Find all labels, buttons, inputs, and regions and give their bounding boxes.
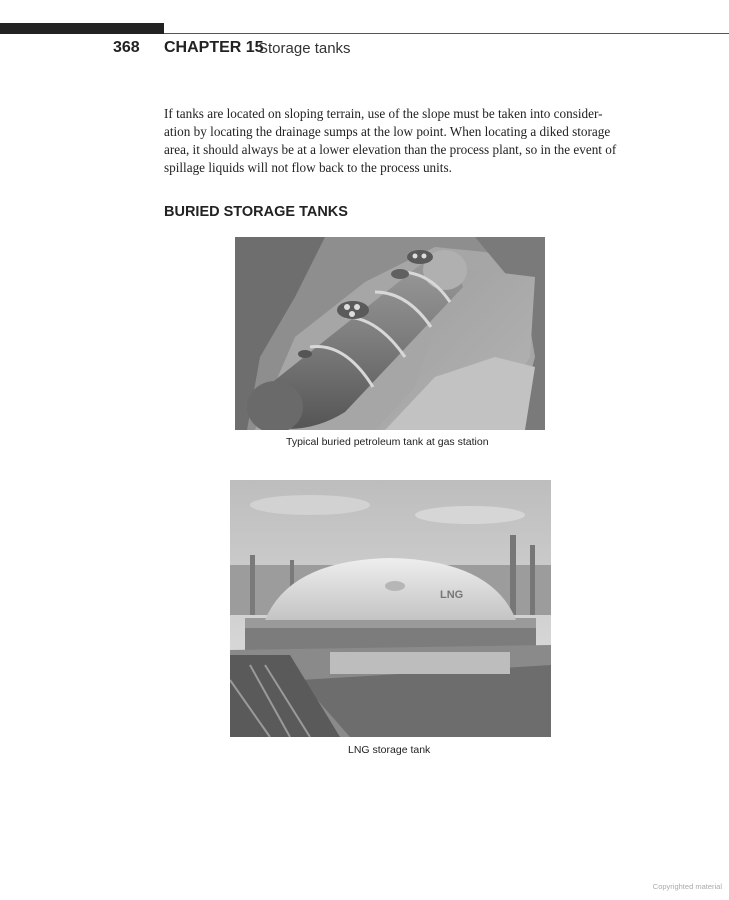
- paragraph-line: If tanks are located on sloping terrain, use of the slope must be taken into consider-: [164, 106, 603, 121]
- figure-caption: Typical buried petroleum tank at gas station: [286, 436, 489, 448]
- header-rule: [164, 33, 729, 34]
- lng-tank-photo: [230, 480, 551, 737]
- chapter-title: Storage tanks: [258, 40, 351, 57]
- figure-caption: LNG storage tank: [348, 744, 431, 756]
- buried-tank-photo: [235, 237, 545, 430]
- body-paragraph: [164, 105, 622, 177]
- chapter-label: CHAPTER 15: [164, 39, 264, 56]
- paragraph-line: spillage liquids will not flow back to the process units.: [164, 160, 452, 175]
- header-bar: [0, 23, 164, 34]
- copyright-watermark: Copyrighted material: [652, 882, 722, 891]
- paragraph-line: ation by locating the drainage sumps at the low point. When locating a diked storage: [164, 124, 611, 139]
- page-number: 368: [113, 39, 140, 56]
- lng-painted-text: LNG: [440, 589, 464, 601]
- paragraph-line: area, it should always be at a lower elevation than the process plant, so in the event of: [164, 142, 617, 157]
- section-heading: BURIED STORAGE TANKS: [164, 204, 348, 220]
